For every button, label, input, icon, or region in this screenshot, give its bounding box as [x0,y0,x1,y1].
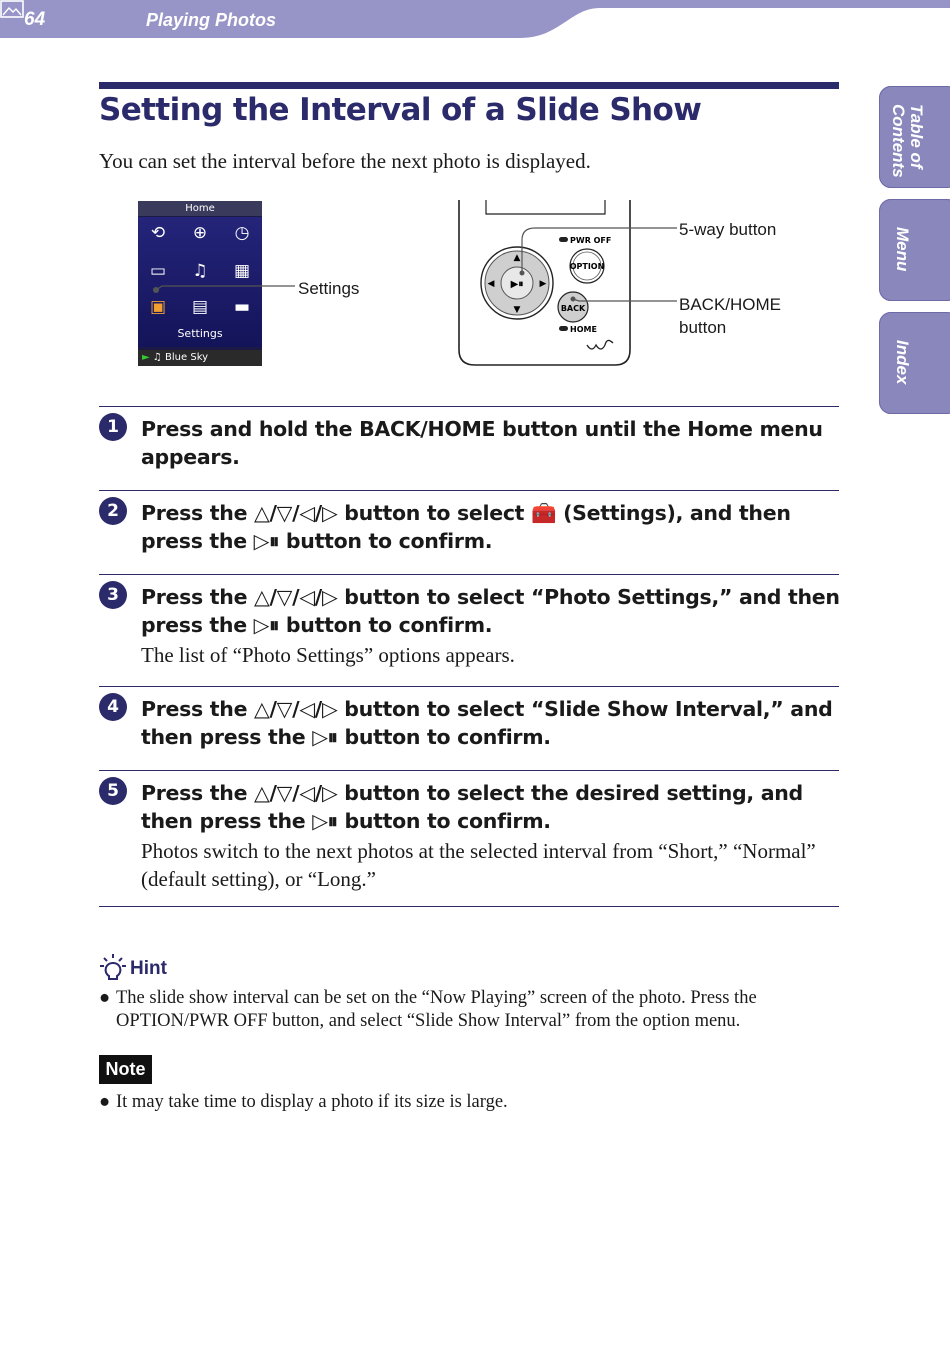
svg-text:▼: ▼ [513,305,521,315]
tab-label: Menu [893,227,912,272]
callout-settings: Settings [298,279,360,298]
search-icon: ⊕ [192,223,208,243]
note-badge: Note [99,1055,152,1084]
back-label: BACK [560,304,586,313]
hint-text: The slide show interval can be set on the “Now Playing” screen of the photo. Press the OPTION/PWR OFF button, and select “Slide Show Interval” from the option menu. [116,988,757,1031]
music-library-icon: ⟲ [150,223,166,243]
svg-text:▶: ▶ [539,279,547,289]
title-rule [99,82,839,89]
step-instruction: Press the △/▽/◁/▷ button to select 🧰 (Settings), and then press the ▷⏸ button to confirm. [141,501,791,553]
tab-label: Index [893,340,912,385]
screen-title: Home [138,201,262,216]
page-header [0,0,950,40]
hint-title: Hint [130,958,167,979]
bullet-icon: ● [99,1092,111,1112]
step-number: 4 [99,693,127,721]
note-item [99,1091,829,1115]
clock-icon: ◷ [234,223,250,243]
now-playing-title: Blue Sky [165,352,209,363]
settings-toolbox-icon: ▣ [149,297,167,317]
section-title: Playing Photos [146,10,277,30]
step-number: 1 [99,413,127,441]
document-icon: ▤ [191,297,209,317]
note-icon: ♫ [152,352,162,363]
step-divider [99,906,839,907]
lightbulb-icon [99,953,127,983]
radio-icon: ▬ [233,297,251,317]
step-divider [99,490,839,491]
option-label: OPTION [569,262,605,271]
step-number: 3 [99,581,127,609]
intro-text: You can set the interval before the next photo is displayed. [99,149,591,173]
svg-text:◀: ◀ [487,279,495,289]
page-number: 64 [24,9,46,30]
callout-line-settings [150,280,295,300]
header-band [0,0,950,40]
callout-back-home-line1: BACK/HOME [679,295,782,314]
step-divider [99,406,839,407]
step-result: The list of “Photo Settings” options appears. [141,643,515,667]
step-instruction: Press the △/▽/◁/▷ button to select “Photo Settings,” and then press the ▷⏸ button to confirm. [141,585,840,637]
tab-index[interactable] [879,312,950,414]
step-number: 5 [99,777,127,805]
note-text: It may take time to display a photo if its size is large. [116,1092,508,1112]
screen-footer [138,350,262,366]
callout-back-home-line2: button [679,318,727,337]
svg-text:▲: ▲ [513,253,521,263]
tab-menu[interactable] [879,199,950,301]
hint-item [99,987,829,1035]
tab-label: Table of Contents [889,104,926,178]
video-icon: ▦ [233,261,251,281]
step-result: Photos switch to the next photos at the selected interval from “Short,” “Normal” (default setting), or “Long.” [141,839,816,891]
bullet-icon: ● [99,988,111,1008]
step-divider [99,574,839,575]
home-label: HOME [570,325,597,334]
svg-text:▶⏸: ▶⏸ [510,279,524,290]
step-divider [99,770,839,771]
music-icon: ♫ [192,261,208,281]
pwr-off-label: PWR OFF [570,236,612,245]
callout-5way-button: 5-way button [679,220,777,239]
device-drawing [455,200,685,370]
step-divider [99,686,839,687]
step-number: 2 [99,497,127,525]
screen-caption: Settings [177,327,223,340]
play-icon: ► [142,352,150,363]
page-title: Setting the Interval of a Slide Show [99,92,702,128]
step-instruction: Press and hold the BACK/HOME button until the Home menu appears. [141,417,823,469]
step-instruction: Press the △/▽/◁/▷ button to select “Slide Show Interval,” and then press the ▷⏸ button to confirm. [141,697,833,749]
photo-icon [0,0,24,18]
tab-table-of-contents[interactable] [879,86,950,188]
photo-icon: ▭ [149,261,167,281]
step-instruction: Press the △/▽/◁/▷ button to select the desired setting, and then press the ▷⏸ button to confirm. [141,781,803,833]
